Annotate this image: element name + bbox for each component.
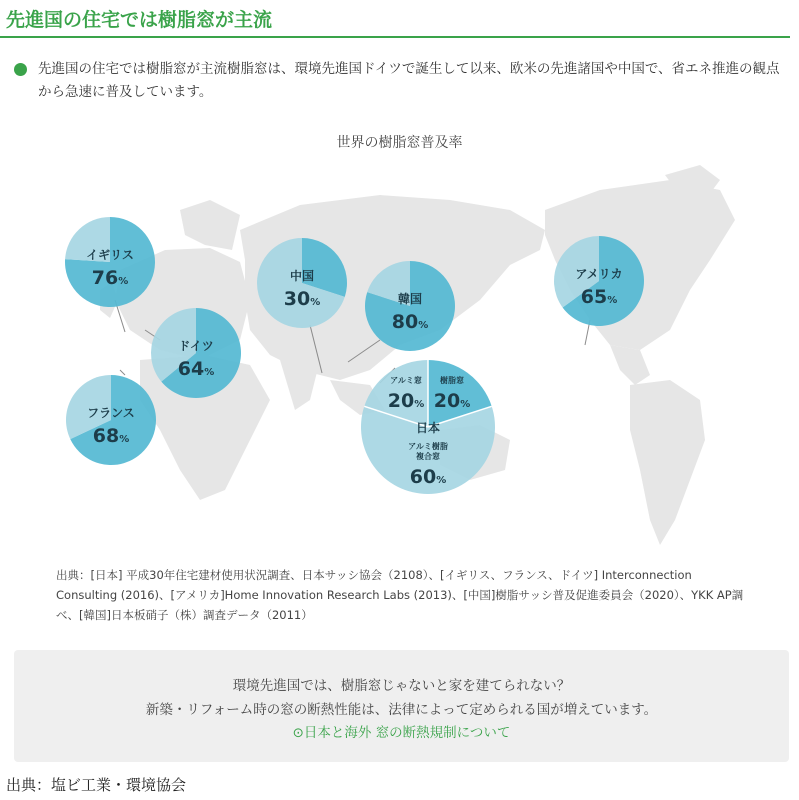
footer-source: 出典：塩ビ工業・環境協会: [6, 776, 187, 794]
pie-country-uk: イギリス: [86, 248, 134, 262]
leader-france: [120, 370, 125, 375]
chart-title: 世界の樹脂窓普及率: [336, 135, 463, 151]
source-note: 出典：[日本] 平成30年住宅建材使用状況調査、日本サッシ協会（2108）、[イギリス、フランス、ドイツ] Interconnection Consulting (2016)、[アメリカ]Home Innovation Research Labs (2013)、[中国]樹脂サッシ普及促進委員会（2020）、YKK AP調べ、[韓国]日本板硝子（株）調査データ（2011）: [56, 568, 744, 622]
link-label: 日本と海外 窓の断熱規制について: [303, 725, 511, 741]
pie-country-usa: アメリカ: [575, 267, 623, 281]
map-india: [280, 360, 320, 410]
pie-segment-label-aluminum: アルミ窓: [390, 376, 422, 385]
pie-country-germany: ドイツ: [178, 339, 214, 353]
pie-country-france: フランス: [87, 406, 135, 420]
pie-segment-label-composite-1: アルミ樹脂: [408, 442, 448, 451]
map-central-america: [610, 345, 650, 385]
map-south-america: [630, 380, 705, 545]
page-title: 先進国の住宅では樹脂窓が主流: [6, 9, 273, 31]
pie-country-japan: 日本: [415, 421, 441, 435]
insulation-regulation-link[interactable]: [14, 721, 789, 741]
pie-segment-label-composite-2: 複合窓: [416, 452, 440, 461]
callout-box: [14, 650, 789, 762]
callout-subtext: 新築・リフォーム時の窓の断熱性能は、法律によって定められる国が増えています。: [145, 702, 658, 718]
pie-value-japan-resin: 20%: [433, 390, 471, 412]
pie-segment-label-resin: 樹脂窓: [440, 376, 464, 385]
chevron-right-circle-icon: ⊙: [292, 725, 304, 741]
callout-heading: 環境先進国では、樹脂窓じゃないと家を建てられない？: [232, 678, 571, 694]
map-scandinavia: [180, 200, 240, 250]
pie-value-france: 68%: [92, 425, 130, 447]
pie-value-uk: 76%: [91, 267, 129, 289]
intro-text: 先進国の住宅では樹脂窓が主流樹脂窓は、環境先進国ドイツで誕生して以来、欧米の先進諸国や中国で、省エネ推進の観点から急速に普及しています。: [38, 61, 780, 100]
pie-value-usa: 65%: [580, 286, 618, 308]
pie-value-china: 30%: [283, 288, 321, 310]
pie-value-japan-composite: 60%: [409, 466, 447, 488]
pie-country-korea: 韓国: [397, 292, 423, 306]
pie-value-korea: 80%: [391, 311, 429, 333]
pie-country-china: 中国: [289, 269, 315, 283]
pie-value-germany: 64%: [177, 358, 215, 380]
pie-value-japan-aluminum: 20%: [387, 390, 425, 412]
